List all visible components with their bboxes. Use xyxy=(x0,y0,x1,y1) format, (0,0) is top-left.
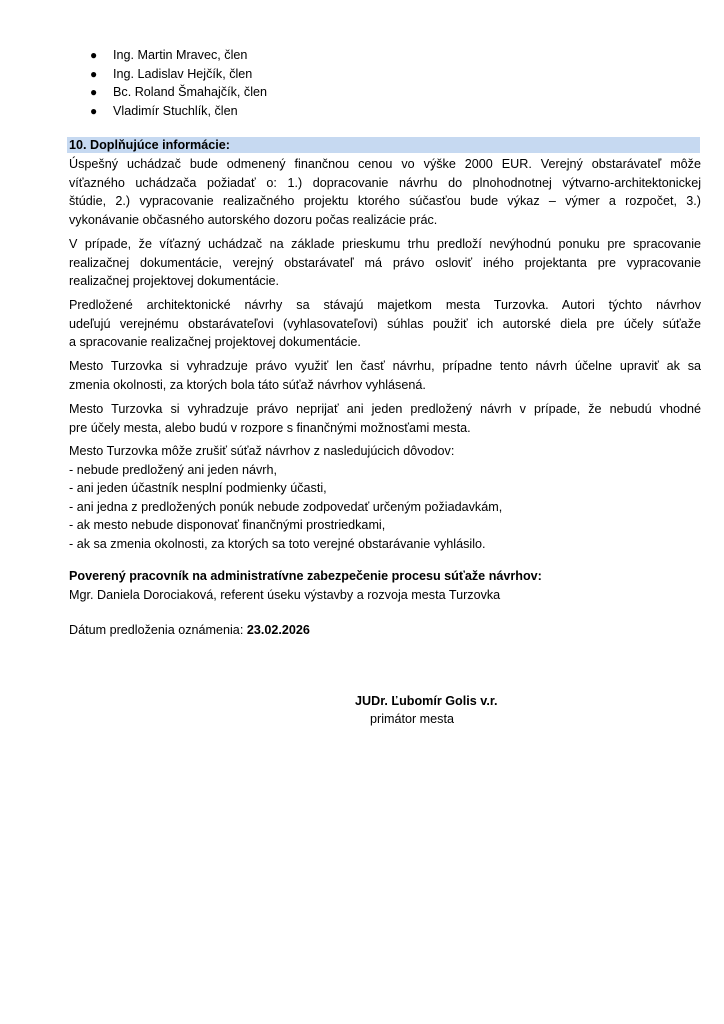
signature-title: primátor mesta xyxy=(370,712,454,726)
jury-member-text: Vladimír Stuchlík, člen xyxy=(113,103,238,118)
cancellation-reason: - ani jedna z predložených ponúk nebude zodpovedať určeným požiadavkám, xyxy=(69,499,503,514)
paragraph-reward xyxy=(69,155,701,229)
cancellation-reasons xyxy=(69,442,701,554)
paragraph-line: udeľujú verejnému obstarávateľovi (vyhlasovateľovi) súhlas použiť ich autorské diela pre účely súťaže xyxy=(69,316,701,331)
paragraph-line: realizačnej dokumentácie, verejný obstarávateľ má právo osloviť iného projektanta pre vypracovanie xyxy=(69,255,701,270)
submission-date-line xyxy=(69,621,310,640)
paragraph-line: Mesto Turzovka si vyhradzuje právo využiť len časť návrhu, prípadne tento návrh účelne upraviť ak sa xyxy=(69,359,701,373)
cancellation-intro: Mesto Turzovka môže zrušiť súťaž návrhov z nasledujúcich dôvodov: xyxy=(69,444,455,458)
jury-member xyxy=(90,83,267,102)
paragraph-line: pre účely mesta, alebo budú v rozpore s finančnými možnosťami mesta. xyxy=(69,420,471,435)
paragraph-rejection xyxy=(69,400,701,437)
bullet-icon: ● xyxy=(90,103,98,118)
submission-date: 23.02.2026 xyxy=(246,623,310,637)
jury-member-text: Ing. Ladislav Hejčík, člen xyxy=(113,66,253,81)
bullet-icon: ● xyxy=(90,48,98,62)
paragraph-line: vykonávanie občasného autorského dozoru počas realizácie prác. xyxy=(69,212,438,227)
paragraph-line: V prípade, že víťazný uchádzač na základe prieskumu trhu predloží nevýhodnú ponuku pre spracovanie xyxy=(69,237,701,251)
paragraph-line: zmenia okolnosti, za ktorých bola táto súťaž návrhov vyhlásená. xyxy=(69,377,426,392)
paragraph-unfavorable-offer xyxy=(69,235,701,291)
paragraph-line: a spracovanie realizačnej projektovej dokumentácie. xyxy=(69,335,361,350)
paragraph-line: Predložené architektonické návrhy sa stávajú majetkom mesta Turzovka. Autori týchto návrhov xyxy=(69,298,701,312)
bullet-icon: ● xyxy=(90,66,98,81)
cancellation-reason: - ak sa zmenia okolnosti, za ktorých sa toto verejné obstarávanie vyhlásilo. xyxy=(69,536,486,551)
paragraph-line: víťazného uchádzača požiadať o: 1.) dopracovanie návrhu do plnohodnotnej výtvarno-architektonickej xyxy=(69,175,701,190)
cancellation-reason: - ak mesto nebude disponovať finančnými prostriedkami, xyxy=(69,518,386,533)
signature-name: JUDr. Ľubomír Golis v.r. xyxy=(355,694,498,708)
paragraph-ownership xyxy=(69,296,701,352)
responsible-label: Poverený pracovník na administratívne zabezpečenie procesu súťaže návrhov: xyxy=(69,569,542,583)
paragraph-line: štúdie, 2.) vypracovanie realizačného projektu ktorého súčasťou bude výkaz – výmer a rozpočet, 3.) xyxy=(69,194,701,209)
paragraph-line: Mesto Turzovka si vyhradzuje právo neprijať ani jeden predložený návrh v prípade, že nebudú vhodné xyxy=(69,402,701,416)
cancellation-reason: - ani jeden účastník nesplní podmienky účasti, xyxy=(69,481,327,496)
jury-member-list xyxy=(90,46,267,120)
paragraph-partial-use xyxy=(69,357,701,394)
jury-member xyxy=(90,65,267,84)
jury-member xyxy=(90,102,267,121)
jury-member-text: Ing. Martin Mravec, člen xyxy=(113,48,248,62)
bullet-icon: ● xyxy=(90,85,98,100)
submission-date-label: Dátum predloženia oznámenia: xyxy=(69,623,247,637)
jury-member xyxy=(90,46,267,65)
paragraph-line: Úspešný uchádzač bude odmenený finančnou cenou vo výške 2000 EUR. Verejný obstarávateľ môže xyxy=(69,157,701,171)
jury-member-text: Bc. Roland Šmahajčík, člen xyxy=(113,85,267,100)
cancellation-reason: - nebude predložený ani jeden návrh, xyxy=(69,462,277,477)
section-heading: 10. Doplňujúce informácie: xyxy=(69,138,230,152)
responsible-person: Mgr. Daniela Dorociaková, referent úseku výstavby a rozvoja mesta Turzovka xyxy=(69,588,501,602)
paragraph-line: realizačnej projektovej dokumentácie. xyxy=(69,274,280,289)
